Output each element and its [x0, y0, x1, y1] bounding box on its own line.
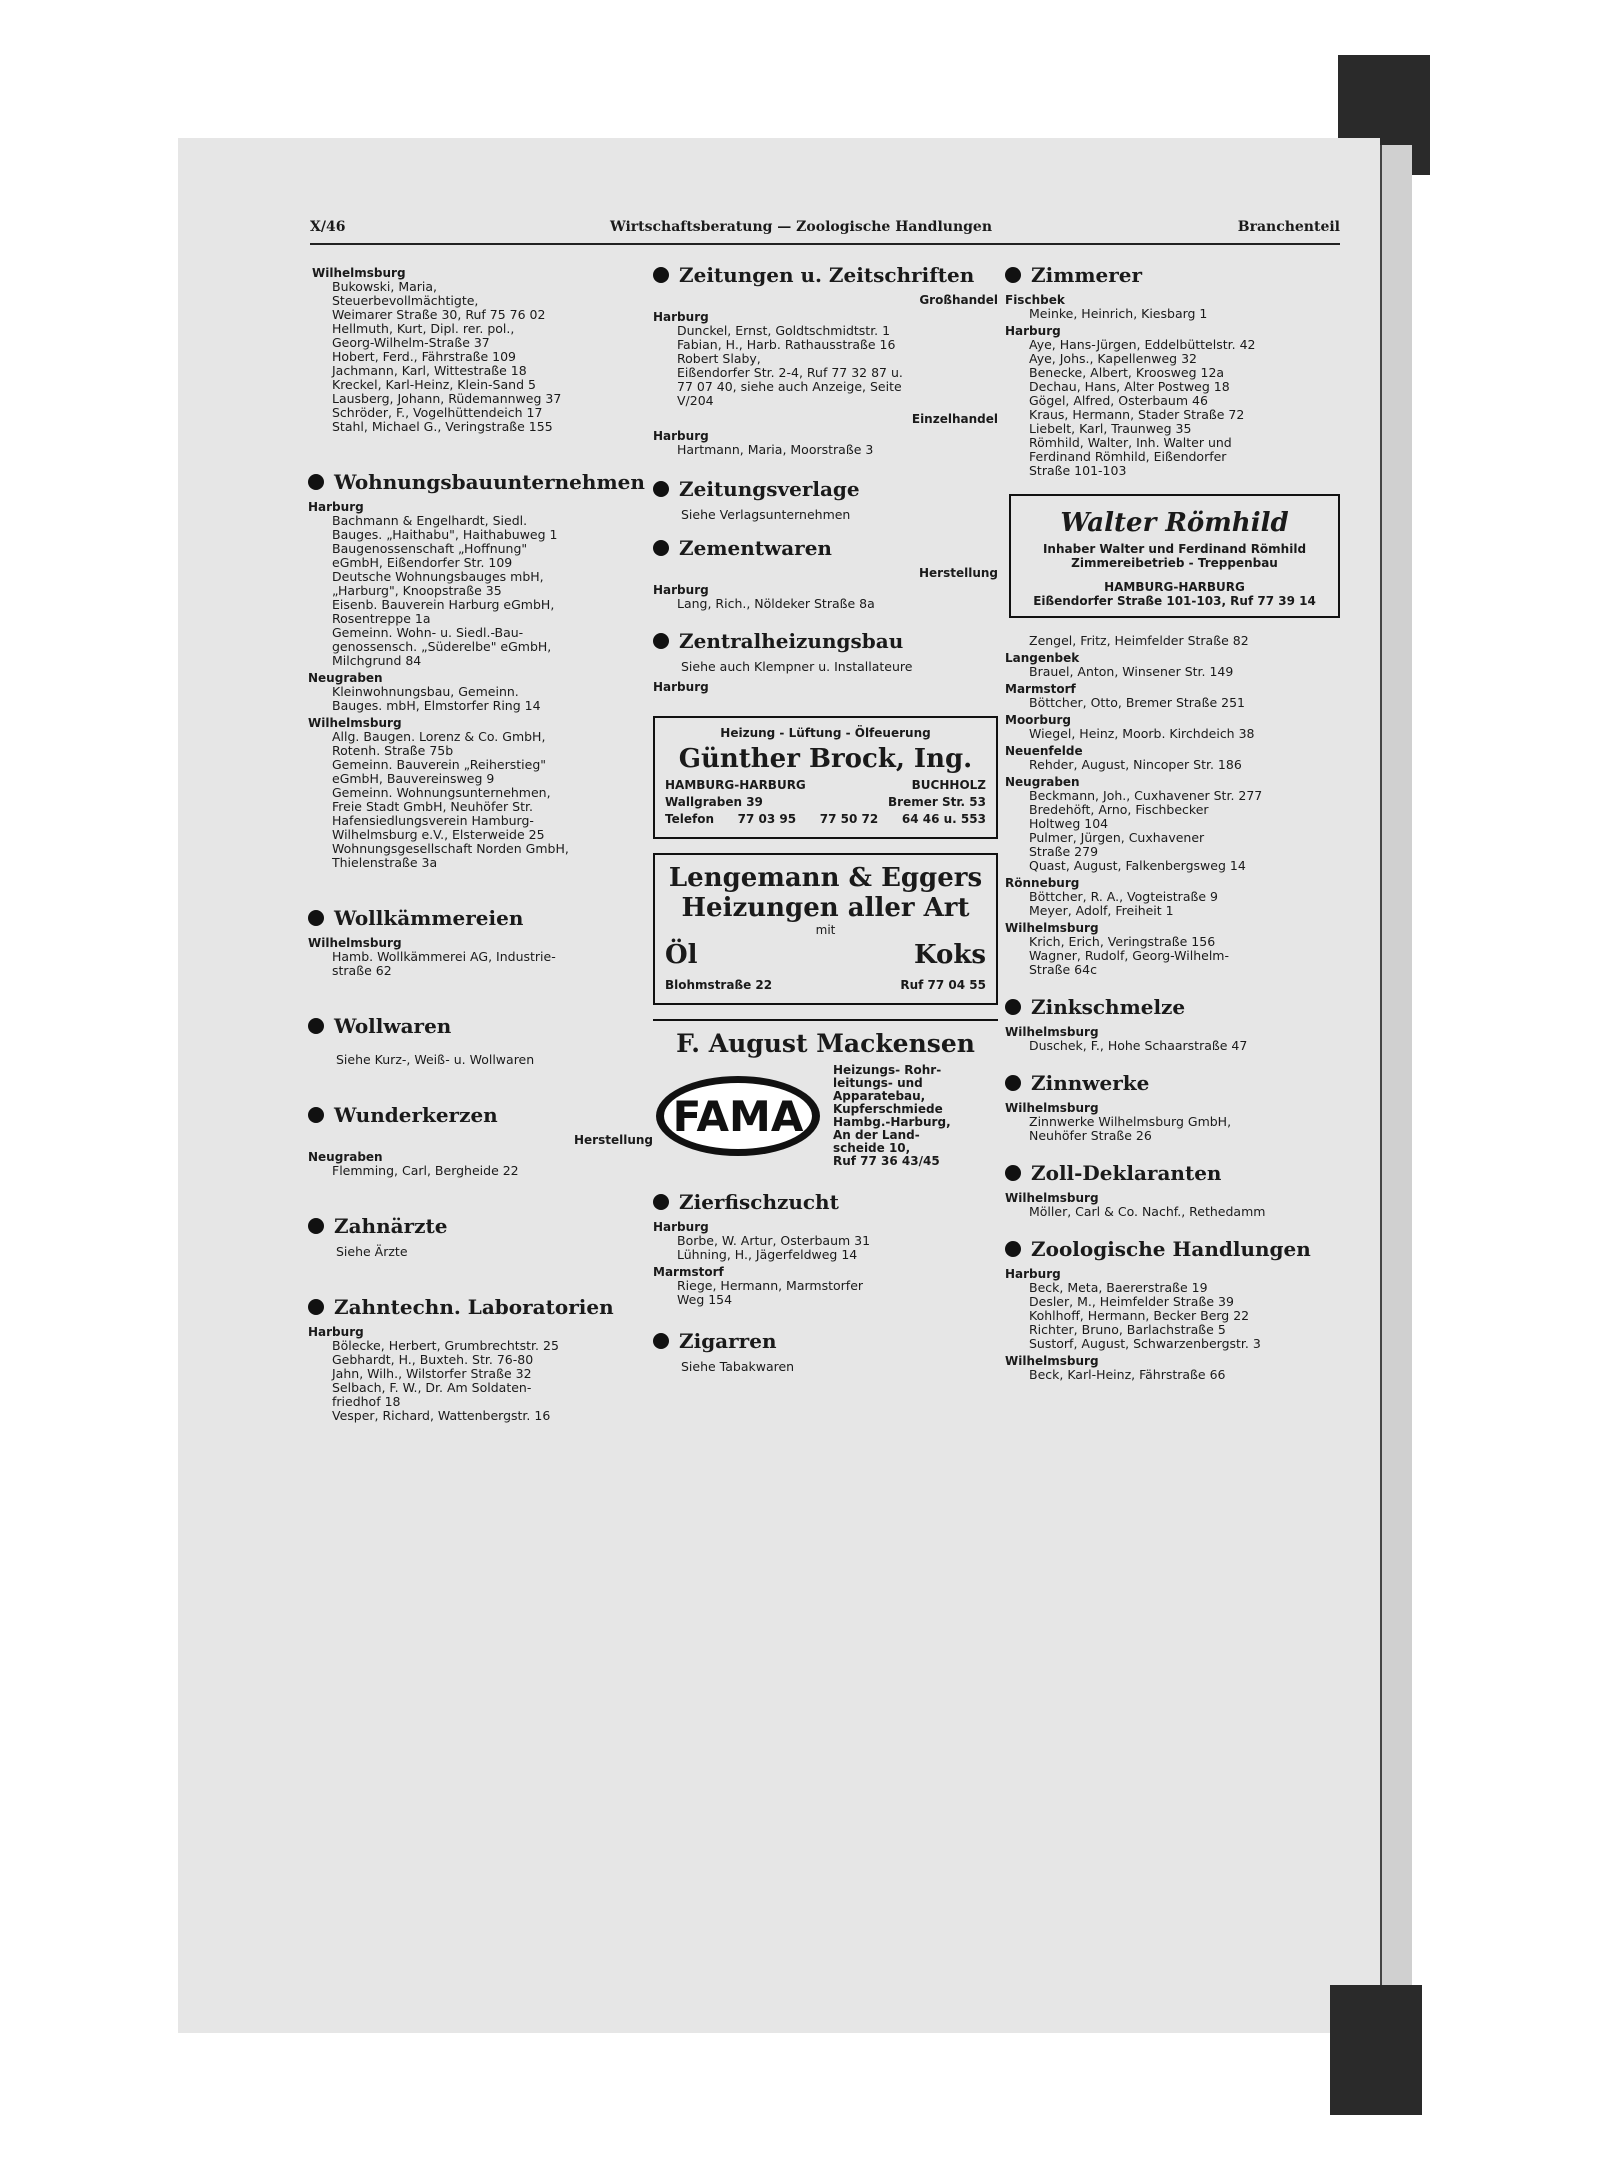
entry-line: Deutsche Wohnungsbauges mbH,	[332, 569, 544, 584]
entry-line: Böttcher, Otto, Bremer Straße 251	[1029, 695, 1245, 710]
section-heading: Zinnwerke	[1005, 1071, 1350, 1095]
entry-list	[1005, 1039, 1350, 1053]
entry-line: Gemeinn. Wohn- u. Siedl.-Bau-	[332, 625, 524, 640]
advert-phone: 77 03 95	[737, 812, 797, 826]
entry-list	[1005, 727, 1350, 741]
section-heading: Zigarren	[653, 1329, 998, 1353]
entry-list	[1005, 696, 1350, 710]
entry-line: Freie Stadt GmbH, Neuhöfer Str.	[332, 799, 533, 814]
entry-line: Hamb. Wollkämmerei AG, Industrie-	[332, 949, 556, 964]
entry-line: Apparatebau,	[833, 1089, 926, 1103]
advert-company: Günther Brock, Ing.	[678, 744, 973, 774]
column-2	[653, 263, 998, 1374]
section-heading: Wohnungsbauunternehmen	[308, 470, 653, 494]
bullet-icon	[653, 540, 669, 556]
entry-line: Fabian, H., Harb. Rathausstraße 16	[677, 337, 896, 352]
entry-line: Straße 279	[1029, 844, 1099, 859]
entry-list	[653, 443, 998, 457]
entry-line: An der Land-	[833, 1128, 920, 1142]
category-label: Herstellung	[918, 566, 998, 580]
entry-line: Straße 64c	[1029, 962, 1097, 977]
entry-line: Thielenstraße 3a	[332, 855, 438, 870]
advert-phone: 64 46 u. 553	[901, 812, 986, 826]
entry-line: Römhild, Walter, Inh. Walter und	[1029, 435, 1232, 450]
entry-line: Jachmann, Karl, Wittestraße 18	[332, 363, 527, 378]
entry-list	[1005, 1281, 1350, 1351]
entry-line: eGmbH, Bauvereinsweg 9	[332, 771, 495, 786]
entry-line: „Harburg", Knoopstraße 35	[332, 583, 502, 598]
location-label: Harburg	[653, 429, 709, 443]
location-label: Harburg	[653, 583, 709, 597]
section-heading: Zementwaren	[653, 536, 998, 560]
entry-line: Schröder, F., Vogelhüttendeich 17	[332, 405, 543, 420]
entry-line: Straße 101-103	[1029, 463, 1127, 478]
entry-list	[308, 950, 653, 978]
section-heading: Zeitungen u. Zeitschriften	[653, 263, 998, 287]
entry-line: Meinke, Heinrich, Kiesbarg 1	[1029, 306, 1208, 321]
entry-line: Hobert, Ferd., Fährstraße 109	[332, 349, 517, 364]
entry-line: Böttcher, R. A., Vogteistraße 9	[1029, 889, 1218, 904]
location-label: Wilhelmsburg	[308, 936, 402, 950]
bullet-icon	[653, 267, 669, 283]
running-title: Wirtschaftsberatung — Zoologische Handlungen	[610, 219, 993, 235]
entry-list	[653, 324, 998, 408]
section-heading: Zoll-Deklaranten	[1005, 1161, 1350, 1185]
advert-product: Öl	[665, 940, 698, 970]
bullet-icon	[308, 474, 324, 490]
bullet-icon	[1005, 1241, 1021, 1257]
see-also-note: Siehe auch Klempner u. Installateure	[681, 659, 913, 674]
entry-line: Lang, Rich., Nöldeker Straße 8a	[677, 596, 875, 611]
entry-line: Krich, Erich, Veringstraße 156	[1029, 934, 1216, 949]
entry-line: Kraus, Hermann, Stader Straße 72	[1029, 407, 1245, 422]
advert-address: Bremer Str. 53	[888, 795, 986, 809]
location-label: Neuenfelde	[1005, 744, 1083, 758]
entry-line: Bauges. mbH, Elmstorfer Ring 14	[332, 698, 541, 713]
advert-tagline: Heizung - Lüftung - Ölfeuerung	[720, 726, 931, 740]
bullet-icon	[653, 1333, 669, 1349]
entry-line: 77 07 40, siehe auch Anzeige, Seite	[677, 379, 902, 394]
entry-line: Allg. Baugen. Lorenz & Co. GmbH,	[332, 729, 546, 744]
entry-line: Lühning, H., Jägerfeldweg 14	[677, 1247, 858, 1262]
see-also-note: Siehe Ärzte	[336, 1244, 408, 1259]
location-label: Harburg	[308, 1325, 364, 1339]
entry-list	[1005, 758, 1350, 772]
entry-list	[1005, 307, 1350, 321]
entry-line: Kreckel, Karl-Heinz, Klein-Sand 5	[332, 377, 536, 392]
entry-line: Bauges. „Haithabu", Haithabuweg 1	[332, 527, 558, 542]
advert-description	[833, 1064, 951, 1168]
advert-city: HAMBURG-HARBURG	[665, 778, 806, 792]
location-label: Marmstorf	[1005, 682, 1076, 696]
bullet-icon	[1005, 999, 1021, 1015]
location-label: Rönneburg	[1005, 876, 1080, 890]
entry-list	[1005, 665, 1350, 679]
entry-line: Benecke, Albert, Kroosweg 12a	[1029, 365, 1225, 380]
section-heading: Wunderkerzen	[308, 1103, 653, 1127]
entry-list	[1005, 890, 1350, 918]
advert-address: Wallgraben 39	[665, 795, 763, 809]
section-heading: Zentralheizungsbau	[653, 629, 998, 653]
location-label: Marmstorf	[653, 1265, 724, 1279]
entry-line: Hartmann, Maria, Moorstraße 3	[677, 442, 874, 457]
advert-brock	[653, 716, 998, 839]
bullet-icon	[653, 633, 669, 649]
entry-line: Baugenossenschaft „Hoffnung"	[332, 541, 528, 556]
entry-line: Flemming, Carl, Bergheide 22	[332, 1163, 519, 1178]
entry-line: Jahn, Wilh., Wilstorfer Straße 32	[332, 1366, 532, 1381]
entry-line: Wiegel, Heinz, Moorb. Kirchdeich 38	[1029, 726, 1255, 741]
entry-line: Georg-Wilhelm-Straße 37	[332, 335, 490, 350]
location-label: Langenbek	[1005, 651, 1080, 665]
entry-line: Rosentreppe 1a	[332, 611, 431, 626]
entry-line: Riege, Hermann, Marmstorfer	[677, 1278, 864, 1293]
entry-list	[1005, 338, 1350, 478]
entry-line: Weimarer Straße 30, Ruf 75 76 02	[332, 307, 546, 322]
advert-phone: Ruf 77 04 55	[900, 978, 986, 992]
advert-address: Eißendorfer Straße 101-103, Ruf 77 39 14	[1033, 594, 1316, 608]
advert-phone-label: Telefon	[665, 812, 714, 826]
entry-line: Rehder, August, Nincoper Str. 186	[1029, 757, 1242, 772]
entry-line: Brauel, Anton, Winsener Str. 149	[1029, 664, 1234, 679]
entry-list	[1005, 1205, 1350, 1219]
entry-list	[308, 730, 653, 870]
entry-line: Desler, M., Heimfelder Straße 39	[1029, 1294, 1234, 1309]
entry-line: Beck, Karl-Heinz, Fährstraße 66	[1029, 1367, 1226, 1382]
entry-list	[653, 597, 998, 611]
entry-line: Liebelt, Karl, Traunweg 35	[1029, 421, 1192, 436]
location-label: Neugraben	[308, 1150, 383, 1164]
entry-line: Gögel, Alfred, Osterbaum 46	[1029, 393, 1208, 408]
entry-line: Kupferschmiede	[833, 1102, 943, 1116]
advert-product: Koks	[913, 940, 986, 970]
section-heading: Zahntechn. Laboratorien	[308, 1295, 653, 1319]
entry-line: Kleinwohnungsbau, Gemeinn.	[332, 684, 519, 699]
entry-line: Pulmer, Jürgen, Cuxhavener	[1029, 830, 1205, 845]
location-label: Wilhelmsburg	[1005, 1354, 1099, 1368]
entry-line: Aye, Hans-Jürgen, Eddelbüttelstr. 42	[1029, 337, 1256, 352]
location-label: Harburg	[308, 500, 364, 514]
entry-line: Aye, Johs., Kapellenweg 32	[1029, 351, 1197, 366]
advert-mackensen	[653, 1019, 998, 1168]
entry-line: Zinnwerke Wilhelmsburg GmbH,	[1029, 1114, 1232, 1129]
advert-city: HAMBURG-HARBURG	[1104, 580, 1245, 594]
section-label: Branchenteil	[1237, 219, 1340, 235]
entry-list	[1005, 789, 1350, 873]
bullet-icon	[1005, 1165, 1021, 1181]
location-label: Wilhelmsburg	[1005, 921, 1099, 935]
entry-line: Neuhöfer Straße 26	[1029, 1128, 1152, 1143]
advert-city: BUCHHOLZ	[911, 778, 986, 792]
page-number: X/46	[310, 219, 346, 235]
entry-line: Kohlhoff, Hermann, Becker Berg 22	[1029, 1308, 1250, 1323]
bullet-icon	[653, 481, 669, 497]
entry-list	[308, 280, 653, 434]
location-label: Wilhelmsburg	[308, 716, 402, 730]
entry-line: Beck, Meta, Baererstraße 19	[1029, 1280, 1208, 1295]
section-heading: Wollkämmereien	[308, 906, 653, 930]
advert-address: Blohmstraße 22	[665, 978, 773, 992]
section-heading: Zeitungsverlage	[653, 477, 998, 501]
location-label: Harburg	[1005, 1267, 1061, 1281]
advert-company: Walter Römhild	[1060, 508, 1289, 538]
entry-line: Beckmann, Joh., Cuxhavener Str. 277	[1029, 788, 1263, 803]
entry-line: Bölecke, Herbert, Grumbrechtstr. 25	[332, 1338, 559, 1353]
advert-company: F. August Mackensen	[676, 1029, 975, 1058]
entry-list	[1005, 634, 1350, 648]
entry-line: eGmbH, Eißendorfer Str. 109	[332, 555, 513, 570]
entry-list	[308, 1164, 653, 1178]
entry-line: Steuerbevollmächtigte,	[332, 293, 479, 308]
entry-line: Ferdinand Römhild, Eißendorfer	[1029, 449, 1227, 464]
section-heading: Wollwaren	[308, 1014, 653, 1038]
location-label: Neugraben	[1005, 775, 1080, 789]
bullet-icon	[1005, 1075, 1021, 1091]
entry-line: Hambg.-Harburg,	[833, 1115, 951, 1129]
entry-list	[1005, 935, 1350, 977]
entry-line: Wagner, Rudolf, Georg-Wilhelm-	[1029, 948, 1229, 963]
entry-line: genossensch. „Süderelbe" eGmbH,	[332, 639, 552, 654]
bullet-icon	[308, 1218, 324, 1234]
entry-line: Möller, Carl & Co. Nachf., Rethedamm	[1029, 1204, 1266, 1219]
page-header	[310, 219, 1340, 245]
entry-line: Zengel, Fritz, Heimfelder Straße 82	[1029, 633, 1249, 648]
entry-line: Ruf 77 36 43/45	[833, 1154, 940, 1168]
entry-line: Borbe, W. Artur, Osterbaum 31	[677, 1233, 871, 1248]
bullet-icon	[308, 1018, 324, 1034]
entry-line: Holtweg 104	[1029, 816, 1109, 831]
entry-line: Selbach, F. W., Dr. Am Soldaten-	[332, 1380, 532, 1395]
advert-business: Zimmereibetrieb - Treppenbau	[1071, 556, 1278, 570]
entry-line: leitungs- und	[833, 1076, 923, 1090]
entry-line: Eißendorfer Str. 2-4, Ruf 77 32 87 u.	[677, 365, 903, 380]
entry-line: Eisenb. Bauverein Harburg eGmbH,	[332, 597, 555, 612]
entry-line: Gemeinn. Bauverein „Reiherstieg"	[332, 757, 547, 772]
advert-phone: 77 50 72	[819, 812, 879, 826]
location-label: Harburg	[653, 680, 709, 694]
fama-logo-text: FAMA	[672, 1092, 804, 1141]
entry-line: Heizungs- Rohr-	[833, 1063, 942, 1077]
entry-line: Robert Slaby,	[677, 351, 761, 366]
section-heading: Zoologische Handlungen	[1005, 1237, 1350, 1261]
binder-clip-bottom	[1330, 1985, 1422, 2115]
entry-line: Quast, August, Falkenbergsweg 14	[1029, 858, 1246, 873]
entry-list	[1005, 1368, 1350, 1382]
advert-company: Lengemann & Eggers	[668, 863, 983, 893]
entry-line: Hellmuth, Kurt, Dipl. rer. pol.,	[332, 321, 515, 336]
column-3	[1005, 263, 1350, 1382]
entry-line: Wilhelmsburg e.V., Elsterweide 25	[332, 827, 545, 842]
entry-line: Bredehöft, Arno, Fischbecker	[1029, 802, 1209, 817]
see-also-note: Siehe Verlagsunternehmen	[681, 507, 851, 522]
entry-line: Hafensiedlungsverein Hamburg-	[332, 813, 534, 828]
entry-line: straße 62	[332, 963, 392, 978]
location-label: Harburg	[1005, 324, 1061, 338]
entry-line: Sustorf, August, Schwarzenbergstr. 3	[1029, 1336, 1261, 1351]
see-also-note: Siehe Kurz-, Weiß- u. Wollwaren	[336, 1052, 535, 1067]
advert-roemhild	[1009, 494, 1340, 618]
column-1	[308, 263, 653, 1423]
entry-line: Stahl, Michael G., Veringstraße 155	[332, 419, 553, 434]
location-label: Fischbek	[1005, 293, 1065, 307]
category-label: Großhandel	[919, 293, 998, 307]
entry-line: Richter, Bruno, Barlachstraße 5	[1029, 1322, 1226, 1337]
entry-line: Wohnungsgesellschaft Norden GmbH,	[332, 841, 569, 856]
advert-lengemann	[653, 853, 998, 1005]
location-label: Harburg	[653, 310, 709, 324]
entry-list	[308, 514, 653, 668]
entry-line: friedhof 18	[332, 1394, 401, 1409]
entry-line: Gemeinn. Wohnungsunternehmen,	[332, 785, 551, 800]
location-label: Moorburg	[1005, 713, 1071, 727]
see-also-note: Siehe Tabakwaren	[681, 1359, 795, 1374]
section-heading: Zahnärzte	[308, 1214, 653, 1238]
location-label: Harburg	[653, 1220, 709, 1234]
entry-list	[308, 1339, 653, 1423]
category-label: Einzelhandel	[911, 412, 998, 426]
entry-line: Lausberg, Johann, Rüdemannweg 37	[332, 391, 562, 406]
section-heading: Zimmerer	[1005, 263, 1350, 287]
directory-page	[290, 215, 1350, 1815]
next-page-edge	[1380, 145, 1412, 2030]
entry-line: Weg 154	[677, 1292, 733, 1307]
entry-line: Rotenh. Straße 75b	[332, 743, 454, 758]
entry-line: Bachmann & Engelhardt, Siedl.	[332, 513, 528, 528]
bullet-icon	[308, 1107, 324, 1123]
bullet-icon	[1005, 267, 1021, 283]
entry-line: scheide 10,	[833, 1141, 911, 1155]
entry-list	[1005, 1115, 1350, 1143]
entry-line: Dunckel, Ernst, Goldtschmidtstr. 1	[677, 323, 891, 338]
advert-owner: Inhaber Walter und Ferdinand Römhild	[1042, 542, 1307, 556]
entry-line: Vesper, Richard, Wattenbergstr. 16	[332, 1408, 551, 1423]
entry-line: Bukowski, Maria,	[332, 279, 438, 294]
entry-list	[308, 685, 653, 713]
advert-connector: mit	[815, 923, 836, 937]
section-heading: Zierfischzucht	[653, 1190, 998, 1214]
bullet-icon	[308, 1299, 324, 1315]
entry-list	[653, 1279, 998, 1307]
location-label: Wilhelmsburg	[1005, 1191, 1099, 1205]
entry-line: Gebhardt, H., Buxteh. Str. 76-80	[332, 1352, 534, 1367]
entry-line: Dechau, Hans, Alter Postweg 18	[1029, 379, 1230, 394]
bullet-icon	[308, 910, 324, 926]
location-label: Wilhelmsburg	[312, 266, 406, 280]
entry-list	[653, 1234, 998, 1262]
location-label: Wilhelmsburg	[1005, 1101, 1099, 1115]
entry-line: Meyer, Adolf, Freiheit 1	[1029, 903, 1174, 918]
entry-line: V/204	[677, 393, 714, 408]
category-label: Herstellung	[573, 1133, 653, 1147]
fama-logo-icon	[653, 1073, 823, 1159]
entry-line: Duschek, F., Hohe Schaarstraße 47	[1029, 1038, 1248, 1053]
location-label: Wilhelmsburg	[1005, 1025, 1099, 1039]
entry-line: Milchgrund 84	[332, 653, 422, 668]
advert-slogan: Heizungen aller Art	[681, 893, 970, 923]
bullet-icon	[653, 1194, 669, 1210]
location-label: Neugraben	[308, 671, 383, 685]
section-heading: Zinkschmelze	[1005, 995, 1350, 1019]
